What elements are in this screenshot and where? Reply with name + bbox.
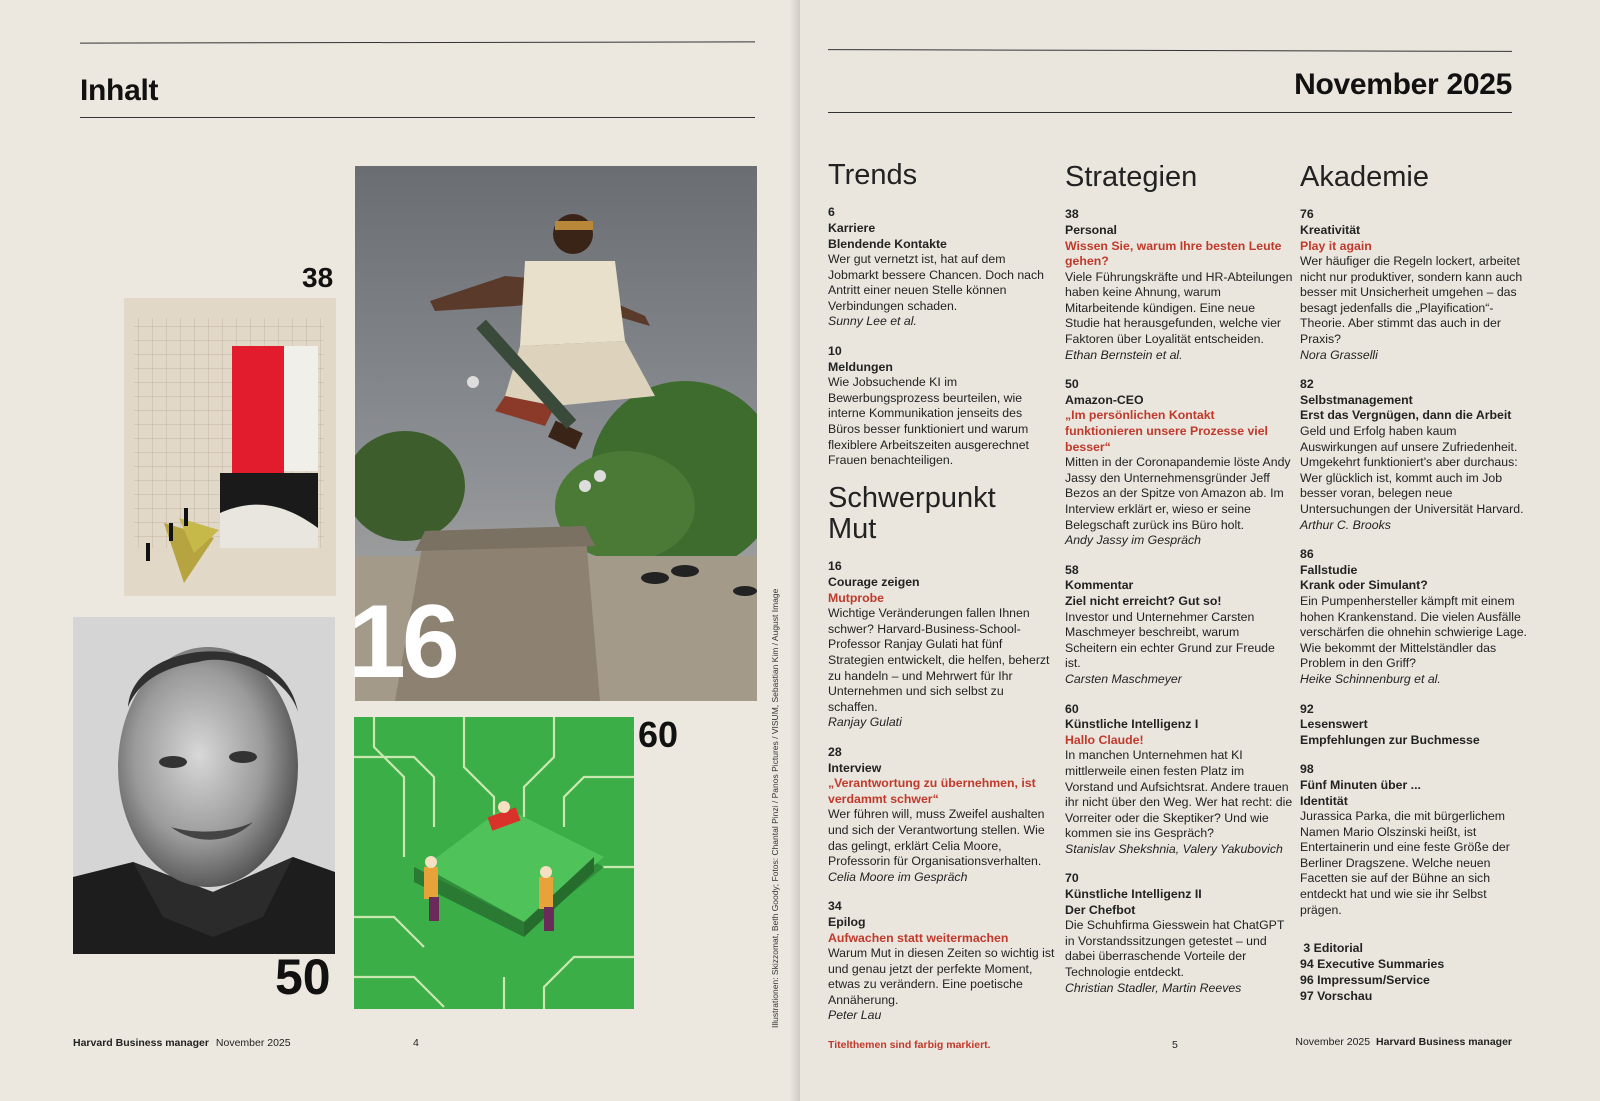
entry-headline: Hallo Claude!	[1065, 732, 1144, 747]
entry-headline: Wissen Sie, warum Ihre besten Leute gehen?	[1065, 238, 1282, 269]
image-page-ref: 60	[638, 714, 679, 755]
extras-list	[1300, 940, 1444, 1004]
entry-headline: „Verantwortung zu übernehmen, ist verdammt schwer“	[828, 776, 1036, 806]
section-title: Akademie	[1300, 161, 1429, 193]
footer-note: Titelthemen sind farbig markiert.	[828, 1039, 991, 1051]
title-rule	[828, 112, 1512, 113]
entry-category: Epilog	[828, 914, 866, 929]
right-page	[800, 0, 1600, 1101]
image-page-ref: 50	[275, 949, 331, 1005]
toc-entry[interactable]	[828, 899, 1056, 1024]
entry-author: Christian Stadler, Martin Reeves	[1065, 980, 1242, 995]
section-title: Schwerpunkt Mut	[828, 481, 996, 546]
page-title: November 2025	[1294, 68, 1512, 101]
entry-page: 86	[1300, 547, 1314, 562]
entry-category: Courage zeigen	[828, 575, 920, 590]
entry-page: 50	[1065, 377, 1079, 392]
entry-headline: Empfehlungen zur Buchmesse	[1300, 732, 1480, 747]
entry-text: Die Schuhfirma Giesswein hat ChatGPT in Vorstandssitzungen getestet – und dabei überraschende Vorteile der Technologie entdeckt.	[1065, 918, 1285, 980]
entry-category: Lesenswert	[1300, 717, 1368, 732]
entry-author: Heike Schinnenburg et al.	[1300, 671, 1441, 686]
entry-headline: Identität	[1300, 793, 1348, 808]
entry-category: Kommentar	[1065, 578, 1134, 593]
entry-page: 16	[828, 559, 842, 574]
extras-item[interactable]: 97 Vorschau	[1300, 989, 1373, 1003]
entry-author: Stanislav Shekshnia, Valery Yakubovich	[1065, 841, 1283, 856]
entry-category: Meldungen	[828, 359, 893, 374]
entry-headline: Krank oder Simulant?	[1300, 578, 1428, 593]
top-rule	[80, 41, 755, 43]
entry-headline: Mutprobe	[828, 590, 885, 605]
entry-page: 34	[828, 899, 842, 914]
section-title: Trends	[828, 159, 918, 191]
toc-entry[interactable]	[1065, 207, 1293, 363]
entry-text: Geld und Erfolg haben kaum Auswirkungen auf unsere Zufriedenheit. Umgekehrt funktioniert's aber durchaus: Wer glücklich ist, kommt auch im Job besser voran, belegen neue Untersuchungen der Universität Harvard.	[1300, 424, 1524, 516]
top-rule	[828, 49, 1512, 52]
entry-author: Andy Jassy im Gespräch	[1065, 533, 1201, 548]
entry-page: 76	[1300, 207, 1314, 222]
portrait-photo	[73, 617, 335, 954]
entry-text: Investor und Unternehmer Carsten Maschmeyer beschreibt, warum Scheitern ein echter Grund zur Freude ist.	[1065, 609, 1275, 671]
entry-author: Ethan Bernstein et al.	[1065, 347, 1183, 362]
entry-text: Mitten in der Coronapandemie löste Andy Jassy den Unternehmensgründer Jeff Bezos an der Spitze von Amazon ab. Im Interview erklärt er, wieso er seine Belegschaft zurück ins Büro holt.	[1065, 455, 1291, 532]
entry-headline: Aufwachen statt weitermachen	[828, 930, 1009, 945]
image-page-ref: 38	[302, 262, 334, 293]
toc-entry[interactable]	[1065, 563, 1293, 688]
toc-entry[interactable]	[828, 344, 1056, 469]
entry-author: Peter Lau	[828, 1008, 882, 1023]
toc-entry[interactable]	[1300, 207, 1528, 363]
entry-headline: Play it again	[1300, 238, 1372, 253]
entry-text: Viele Führungskräfte und HR-Abteilungen haben keine Ahnung, warum Mitarbeitende kündigen. Eine neue Studie hat herausgefunden, welche vier Faktoren über Loyalität entscheiden.	[1065, 269, 1293, 347]
footer	[1295, 1036, 1512, 1048]
extras-item[interactable]: 96 Impressum/Service	[1300, 973, 1430, 987]
entry-author: Sunny Lee et al.	[828, 314, 917, 329]
toc-entry[interactable]	[1065, 702, 1293, 858]
entry-text: In manchen Unternehmen hat KI mittlerweile einen festen Platz im Vorstand und Aufsichtsrat. Andere trauen ihr nicht über den Weg. Wer hat recht: die Vorreiter oder die Skeptiker? Und wie kommen sie ins Gespräch?	[1065, 748, 1293, 841]
toc-entry[interactable]	[1300, 702, 1528, 749]
entry-page: 28	[828, 744, 842, 759]
entry-page: 10	[828, 344, 842, 359]
entry-headline: Erst das Vergnügen, dann die Arbeit	[1300, 408, 1512, 423]
entry-text: Wer gut vernetzt ist, hat auf dem Jobmarkt bessere Chancen. Doch nach Antritt einer neuen Stelle können Verbindungen schaden.	[828, 252, 1044, 313]
entry-headline: Ziel nicht erreicht? Gut so!	[1065, 593, 1222, 608]
entry-category: Fünf Minuten über ...	[1300, 777, 1421, 792]
toc-column	[828, 160, 1056, 1038]
entry-page: 82	[1300, 377, 1314, 392]
entry-category: Selbstmanagement	[1300, 392, 1413, 407]
extras-item[interactable]: 94 Executive Summaries	[1300, 957, 1445, 971]
entry-text: Ein Pumpenhersteller kämpft mit einem hohen Krankenstand. Die vielen Ausfälle verschärfen die ohnehin schwierige Lage. Wie bekommt der Mittelständler das Problem in den Griff?	[1300, 593, 1527, 671]
section-title: Strategien	[1065, 161, 1198, 193]
entry-text: Jurassica Parka, die mit bürgerlichem Namen Mario Olszinski heißt, ist Entertainerin und eine feste Größe der Berliner Dragszene. Welche neuen Facetten sie auf der Bühne an sich entdeckt hat und wie sie ihr Selbst prägen.	[1300, 809, 1510, 917]
entry-category: Fallstudie	[1300, 562, 1358, 577]
entry-category: Kreativität	[1300, 222, 1361, 237]
entry-page: 6	[828, 205, 835, 220]
entry-author: Nora Grasselli	[1300, 347, 1378, 362]
entry-text: Wichtige Veränderungen fallen Ihnen schwer? Harvard-Business-School-Professor Ranjay Gulati hat fünf Strategien entwickelt, die helfen, beherzt zu handeln – und Mehrwert für Ihr Unternehmen und sich selbst zu schaffen.	[828, 606, 1050, 714]
green-circuit-illustration	[354, 717, 634, 1009]
footer-issue: November 2025	[215, 1037, 291, 1049]
entry-headline: Der Chefbot	[1065, 902, 1136, 917]
entry-page: 98	[1300, 762, 1314, 777]
toc-entry[interactable]	[828, 745, 1056, 885]
entry-text: Wer führen will, muss Zweifel aushalten und sich der Verantwortung stellen. Wie das gelingt, erklärt Celia Moore, Professorin für Organisationsverhalten.	[828, 807, 1045, 869]
toc-column	[1300, 162, 1528, 932]
footer-brand: Harvard Business manager	[73, 1037, 209, 1049]
toc-entry[interactable]	[828, 559, 1056, 731]
toc-entry[interactable]	[828, 205, 1056, 330]
entry-category: Künstliche Intelligenz II	[1065, 887, 1202, 902]
entry-category: Personal	[1065, 222, 1117, 237]
entry-text: Warum Mut in diesen Zeiten so wichtig ist und genau jetzt der perfekte Moment, etwas zu verändern. Eine poetische Annäherung.	[828, 946, 1055, 1007]
toc-entry[interactable]	[1065, 377, 1293, 549]
title-rule	[80, 117, 755, 118]
page-title: Inhalt	[80, 74, 159, 107]
footer-page-number: 5	[1172, 1039, 1178, 1051]
toc-column	[1065, 162, 1293, 1010]
entry-author: Ranjay Gulati	[828, 715, 902, 730]
entry-page: 60	[1065, 701, 1079, 716]
entry-page: 38	[1065, 207, 1079, 222]
footer-issue: November 2025	[1295, 1036, 1371, 1048]
footer-brand: Harvard Business manager	[1376, 1036, 1512, 1048]
entry-page: 58	[1065, 562, 1079, 577]
entry-author: Carsten Maschmeyer	[1065, 671, 1182, 686]
entry-page: 70	[1065, 871, 1079, 886]
entry-text: Wer häufiger die Regeln lockert, arbeitet nicht nur produktiver, sondern kann auch besser mit Unsicherheit umgehen – das besagt jedenfalls die „Playification“-Theorie. Aber stimmt das auch in der Praxis?	[1300, 254, 1523, 347]
footer-page-number: 4	[413, 1037, 419, 1049]
extras-item[interactable]: 3 Editorial	[1300, 941, 1363, 955]
toc-entry[interactable]	[1300, 762, 1528, 918]
entry-category: Künstliche Intelligenz I	[1065, 717, 1199, 732]
entry-page: 92	[1300, 701, 1314, 716]
entry-headline: „Im persönlichen Kontakt funktionieren unsere Prozesse viel besser“	[1065, 408, 1268, 454]
entry-category: Interview	[828, 760, 882, 775]
entry-category: Karriere	[828, 220, 876, 235]
entry-headline: Blendende Kontakte	[828, 236, 947, 251]
entry-text: Wie Jobsuchende KI im Bewerbungsprozess beurteilen, wie interne Kommunikation jenseits des Büros besser funktioniert und warum flexiblere Arbeitszeiten ausgerechnet Frauen benachteiligen.	[828, 375, 1029, 468]
image-page-ref: 16	[348, 584, 456, 700]
footer	[73, 1037, 291, 1049]
entry-author: Celia Moore im Gespräch	[828, 869, 968, 884]
entry-category: Amazon-CEO	[1065, 392, 1144, 407]
toc-entry[interactable]	[1065, 871, 1293, 996]
collage-illustration	[124, 298, 336, 596]
photo-credit: Illustrationen: Skizzomat, Beth Goody; Fotos: Chantal Pinzi / Panos Pictures / VISUM, Sebastian Kim / August Image	[770, 588, 780, 1028]
toc-entry[interactable]	[1300, 377, 1528, 533]
toc-entry[interactable]	[1300, 547, 1528, 687]
entry-author: Arthur C. Brooks	[1300, 517, 1391, 532]
